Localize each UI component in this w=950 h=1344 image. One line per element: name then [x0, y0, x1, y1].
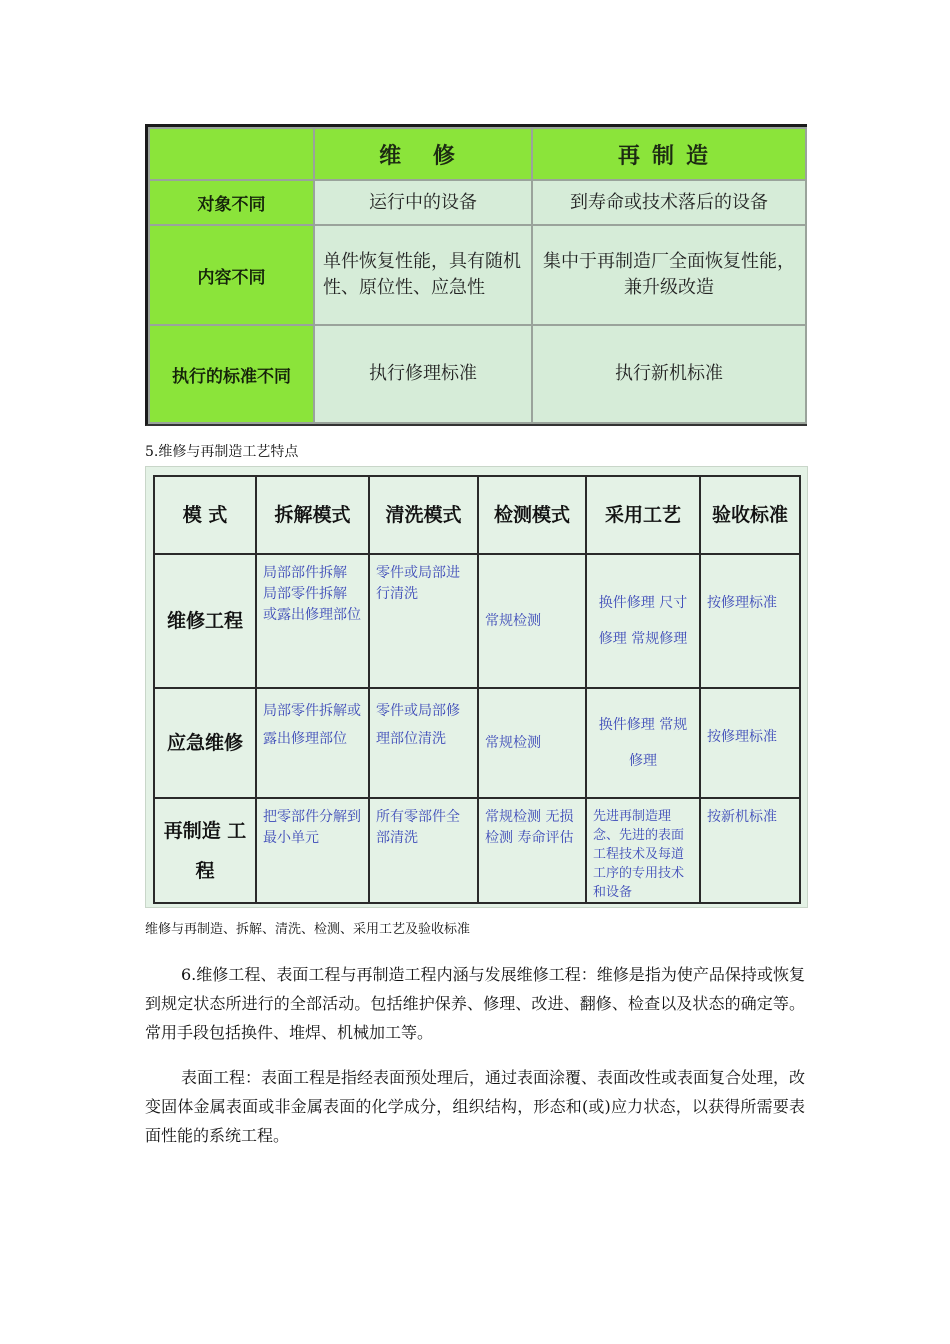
table2-cell: 局部部件拆解 局部零件拆解 或露出修理部位 — [256, 554, 369, 688]
table1-cell: 到寿命或技术落后的设备 — [532, 180, 806, 225]
table2-header-cleaning: 清洗模式 — [369, 476, 478, 554]
table2-header-process: 采用工艺 — [586, 476, 700, 554]
paragraph-text: 表面工程：表面工程是指经表面预处理后，通过表面涂覆、表面改性或表面复合处理，改变固体金属表面或非金属表面的化学成分，组织结构，形态和(或)应力状态，以获得所需要表面性能的系统工程。 — [145, 1068, 806, 1145]
table2-cell: 按修理标准 — [700, 688, 800, 798]
table2-cell: 常规检测 无损检测 寿命评估 — [478, 798, 586, 903]
table2-cell: 先进再制造理念、先进的表面工程技术及每道工序的专用技术和设备 — [586, 798, 700, 903]
section-caption: 5.维修与再制造工艺特点 — [145, 444, 299, 460]
table1-cell: 单件恢复性能，具有随机性、原位性、应急性 — [314, 225, 532, 325]
table1-row-label: 对象不同 — [149, 180, 314, 225]
table1-row-label: 内容不同 — [149, 225, 314, 325]
table2-header-inspection: 检测模式 — [478, 476, 586, 554]
table1-header-empty — [149, 128, 314, 180]
figure-caption: 维修与再制造、拆解、清洗、检测、采用工艺及验收标准 — [145, 922, 471, 937]
table2-cell: 零件或局部进行清洗 — [369, 554, 478, 688]
table2-cell: 换件修理 尺寸修理 常规修理 — [586, 554, 700, 688]
process-characteristics-table — [145, 466, 808, 908]
table2-row-label: 应急维修 — [154, 688, 256, 798]
table2-cell: 按修理标准 — [700, 554, 800, 688]
table1-cell: 集中于再制造厂全面恢复性能，兼升级改造 — [532, 225, 806, 325]
table1-cell: 执行新机标准 — [532, 325, 806, 423]
table2-row-label: 维修工程 — [154, 554, 256, 688]
table2-header-acceptance: 验收标准 — [700, 476, 800, 554]
table2-cell: 按新机标准 — [700, 798, 800, 903]
table2-header-mode: 模 式 — [154, 476, 256, 554]
table2-row-label: 再制造 工程 — [154, 798, 256, 903]
table2-cell: 常规检测 — [478, 554, 586, 688]
table2-cell: 把零部件分解到最小单元 — [256, 798, 369, 903]
table2-cell: 常规检测 — [478, 688, 586, 798]
table2-header-disassembly: 拆解模式 — [256, 476, 369, 554]
paragraph-text: 6.维修工程、表面工程与再制造工程内涵与发展维修工程：维修是指为使产品保持或恢复到规定状态所进行的全部活动。包括维护保养、修理、改进、翻修、检查以及状态的确定等。常用手段包括换件、堆焊、机械加工等。 — [145, 965, 805, 1042]
table2-cell: 所有零部件全部清洗 — [369, 798, 478, 903]
paragraph-surface-engineering — [145, 1063, 805, 1150]
table1-header-remanufacturing: 再制造 — [532, 128, 806, 180]
table1-row-label: 执行的标准不同 — [149, 325, 314, 423]
table1-cell: 运行中的设备 — [314, 180, 532, 225]
table1-cell: 执行修理标准 — [314, 325, 532, 423]
table2-cell: 局部零件拆解或露出修理部位 — [256, 688, 369, 798]
table1-header-maintenance: 维 修 — [314, 128, 532, 180]
table2-cell: 换件修理 常规修理 — [586, 688, 700, 798]
paragraph-maintenance-engineering — [145, 960, 805, 1047]
comparison-table-maintenance-vs-remanufacturing — [145, 124, 807, 426]
table2-cell: 零件或局部修理部位清洗 — [369, 688, 478, 798]
